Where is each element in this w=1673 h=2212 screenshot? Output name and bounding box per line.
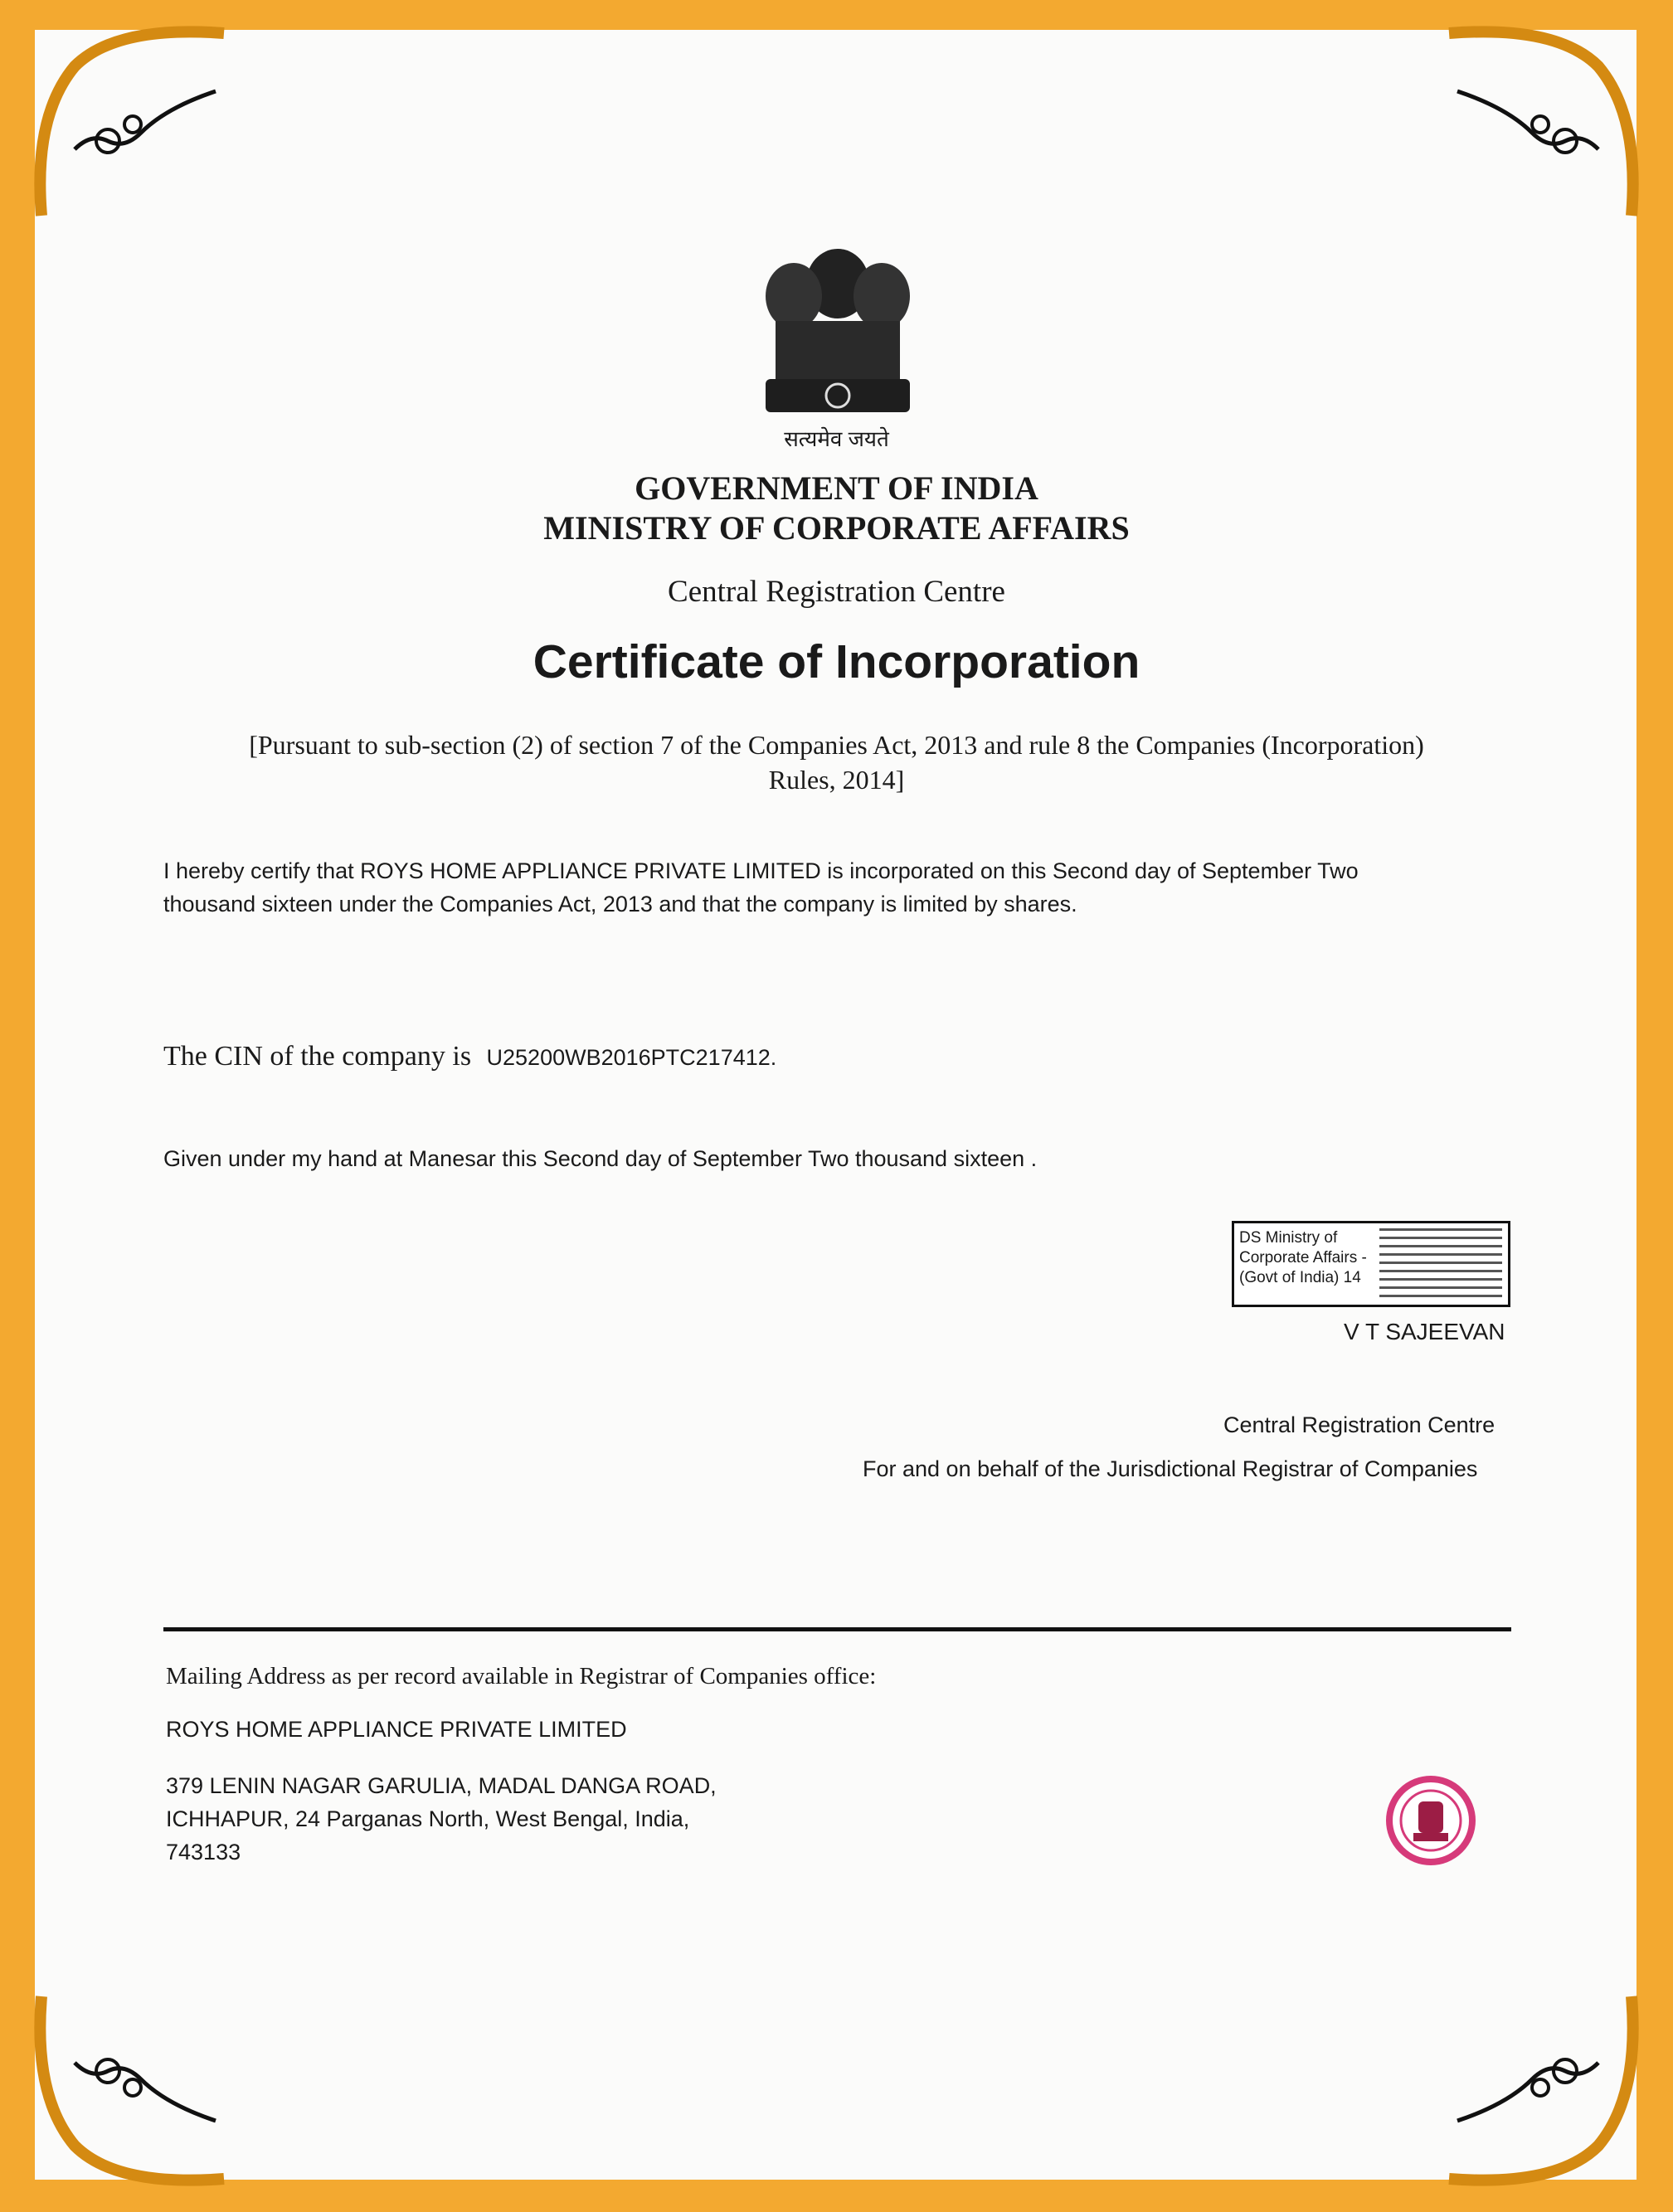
mailing-heading: Mailing Address as per record available in Registrar of Companies office: (166, 1663, 877, 1689)
header-centre: Central Registration Centre (668, 575, 1005, 609)
given-line: Given under my hand at Manesar this Second day of September Two thousand sixteen . (163, 1146, 1038, 1171)
mailing-address-line-2: ICHHAPUR, 24 Parganas North, West Bengal, India, (166, 1806, 690, 1831)
corner-ornament-bottom-right (1432, 1980, 1648, 2195)
mailing-company: ROYS HOME APPLIANCE PRIVATE LIMITED (166, 1717, 627, 1742)
emblem-motto: सत्यमेव जयते (784, 426, 889, 451)
header-government: GOVERNMENT OF INDIA (635, 469, 1038, 507)
certify-line-2: thousand sixteen under the Companies Act, 2013 and that the company is limited by shares. (163, 892, 1077, 916)
signature-centre: Central Registration Centre (1223, 1412, 1495, 1437)
digital-signature-details (1379, 1228, 1502, 1303)
cin-line (163, 1041, 776, 1072)
official-seal-icon (1385, 1775, 1476, 1866)
pursuant-line-1: [Pursuant to sub-section (2) of section 7 of the Companies Act, 2013 and rule 8 the Companies (Incorporation) (249, 730, 1424, 760)
cin-value: U25200WB2016PTC217412. (486, 1045, 777, 1070)
signature-behalf: For and on behalf of the Jurisdictional Registrar of Companies (863, 1456, 1478, 1481)
pursuant-line-2: Rules, 2014] (768, 765, 905, 795)
header-ministry: MINISTRY OF CORPORATE AFFAIRS (543, 509, 1130, 547)
signatory-name: V T SAJEEVAN (1344, 1319, 1505, 1344)
certify-line-1: I hereby certify that ROYS HOME APPLIANCE PRIVATE LIMITED is incorporated on this Second day of September Two (163, 858, 1359, 883)
page-title: Certificate of Incorporation (533, 635, 1140, 688)
digital-signature-box (1232, 1221, 1510, 1307)
corner-ornament-top-right (1432, 17, 1648, 232)
corner-ornament-bottom-left (25, 1980, 241, 2195)
corner-ornament-top-left (25, 17, 241, 232)
mailing-address-line-1: 379 LENIN NAGAR GARULIA, MADAL DANGA ROAD, (166, 1773, 717, 1798)
national-emblem-icon (742, 234, 933, 425)
mailing-address-line-3: 743133 (166, 1840, 241, 1864)
cin-label: The CIN of the company is (163, 1041, 472, 1072)
divider (163, 1627, 1511, 1631)
digital-signature-text: DS Ministry of Corporate Affairs - (Govt of India) 14 (1239, 1229, 1367, 1286)
